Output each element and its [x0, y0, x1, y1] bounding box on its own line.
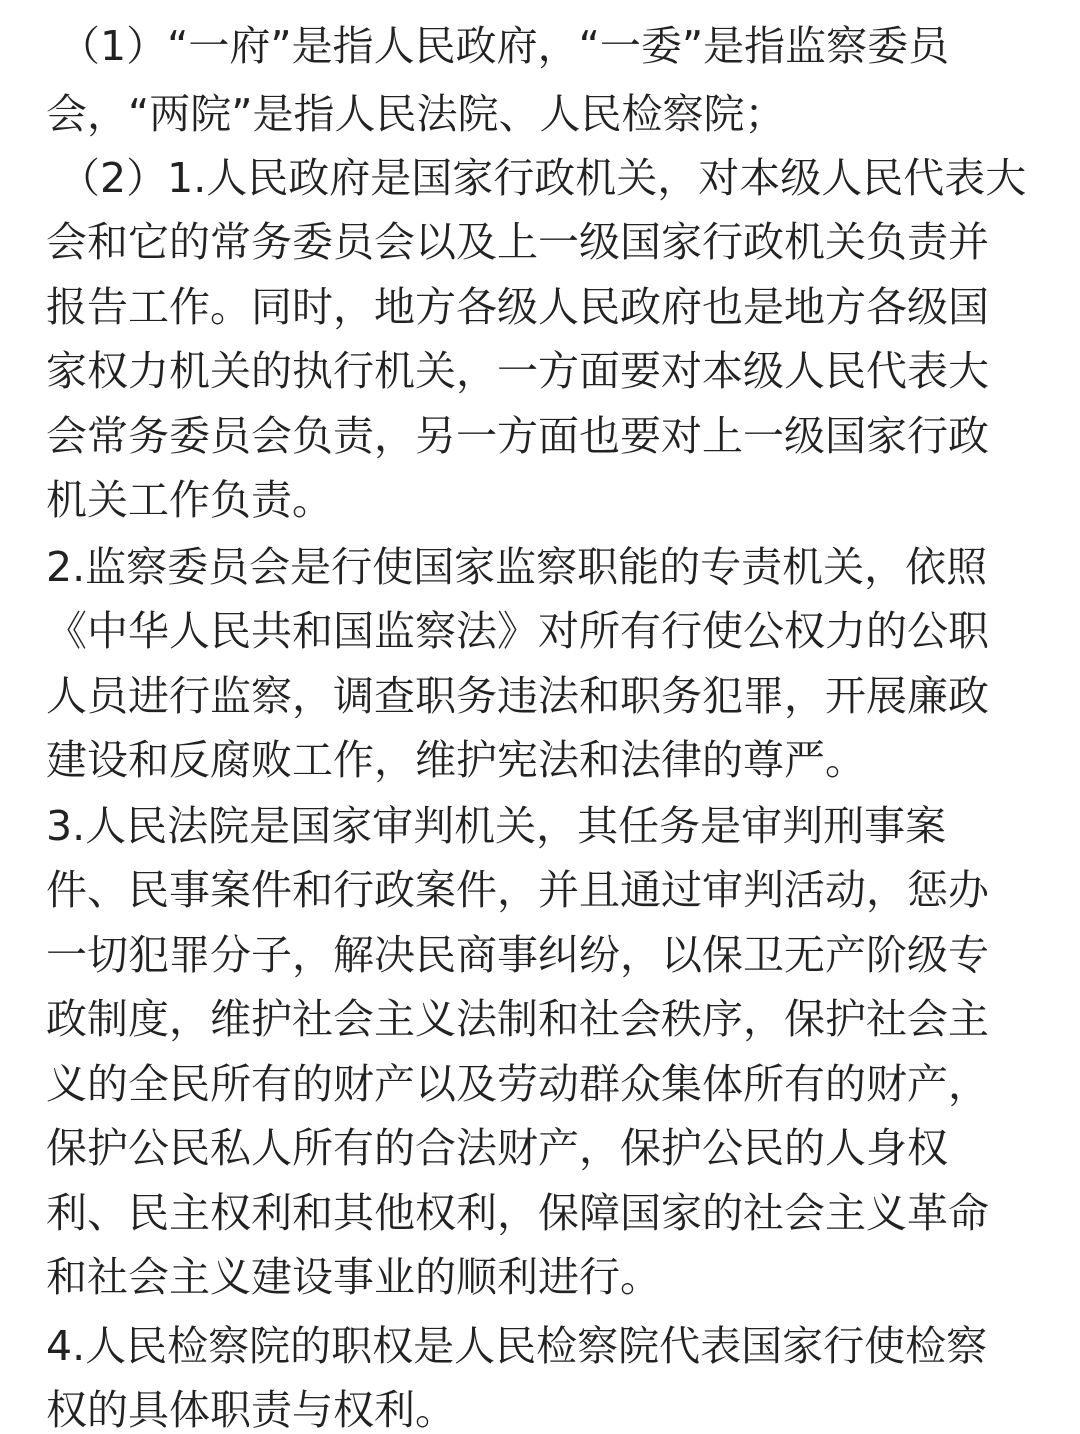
text-line: 保护公民私人所有的合法财产，保护公民的人身权	[46, 1124, 948, 1172]
text-line: 政制度，维护社会主义法制和社会秩序，保护社会主	[46, 995, 989, 1043]
text-line: 利、民主权利和其他权利，保障国家的社会主义革命	[46, 1189, 989, 1237]
text-line: 会和它的常务委员会以及上一级国家行政机关负责并	[46, 218, 989, 266]
text-line: 机关工作负责。	[46, 476, 333, 524]
text-line: 《中华人民共和国监察法》对所有行使公权力的公职	[46, 607, 989, 655]
text-line: 会常务委员会负责，另一方面也要对上一级国家行政	[46, 412, 989, 460]
text-line: （1）“一府”是指人民政府，“一委”是指监察委员	[46, 22, 950, 70]
text-line: 和社会主义建设事业的顺利进行。	[46, 1253, 661, 1301]
text-line: 权的具体职责与权利。	[46, 1386, 456, 1434]
text-line: 3.人民法院是国家审判机关，其任务是审判刑事案	[46, 802, 947, 850]
text-line: 建设和反腐败工作，维护宪法和法律的尊严。	[46, 736, 866, 784]
text-line: 人员进行监察，调查职务违法和职务犯罪，开展廉政	[46, 672, 989, 720]
text-line: 2.监察委员会是行使国家监察职能的专责机关，依照	[46, 543, 988, 591]
text-line: 家权力机关的执行机关，一方面要对本级人民代表大	[46, 347, 989, 395]
text-line: 会，“两院”是指人民法院、人民检察院；	[46, 90, 786, 138]
text-line: 一切犯罪分子，解决民商事纠纷，以保卫无产阶级专	[46, 931, 989, 979]
text-line: 报告工作。同时，地方各级人民政府也是地方各级国	[46, 283, 989, 331]
text-line: 4.人民检察院的职权是人民检察院代表国家行使检察	[46, 1322, 988, 1370]
text-line: 义的全民所有的财产以及劳动群众集体所有的财产，	[46, 1060, 989, 1108]
text-line: （2）1.人民政府是国家行政机关，对本级人民代表大	[46, 154, 1027, 202]
text-line: 件、民事案件和行政案件，并且通过审判活动，惩办	[46, 866, 989, 914]
